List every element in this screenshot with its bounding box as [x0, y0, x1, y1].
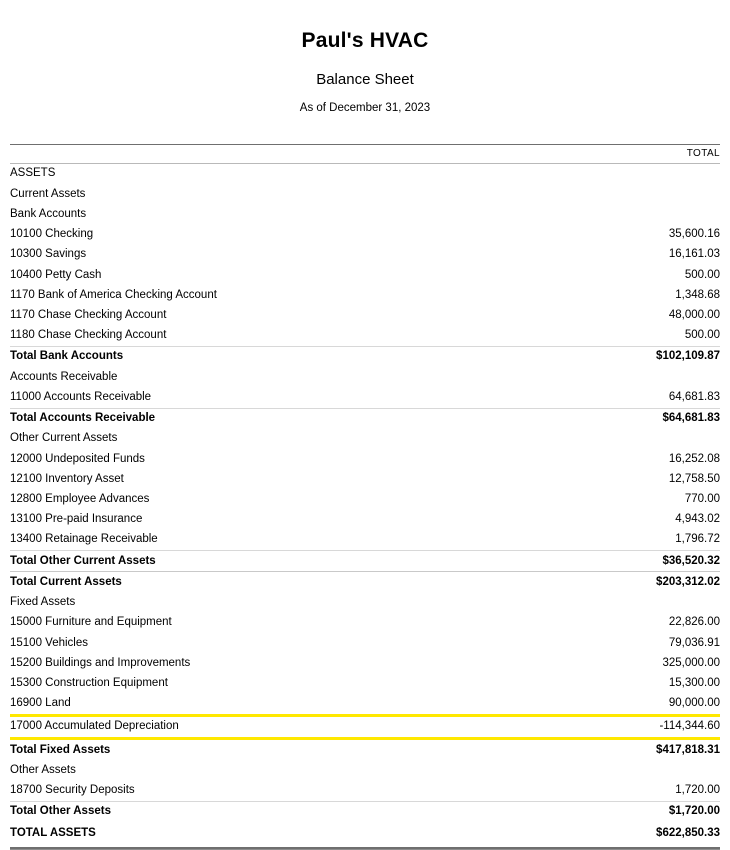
row-amount: $36,520.32 — [570, 551, 720, 572]
table-row — [10, 801, 720, 822]
row-amount: $64,681.83 — [570, 408, 720, 429]
row-label: Total Other Current Assets — [10, 551, 570, 572]
row-label: TOTAL ASSETS — [10, 826, 96, 839]
table-row — [10, 653, 720, 673]
row-label: Total Accounts Receivable — [10, 408, 570, 429]
table-row — [10, 715, 720, 738]
row-amount: $417,818.31 — [656, 743, 720, 756]
row-amount: 16,161.03 — [668, 248, 720, 261]
row-amount: $622,850.33 — [656, 826, 720, 839]
row-label: Total Fixed Assets — [10, 743, 111, 756]
column-header-row — [10, 144, 720, 163]
table-row — [10, 163, 720, 184]
row-amount — [570, 204, 720, 224]
row-label: Total Bank Accounts — [10, 346, 570, 367]
row-label: 1170 Bank of America Checking Account — [10, 288, 217, 301]
row-amount: 22,826.00 — [668, 616, 720, 629]
table-row — [10, 633, 720, 653]
row-label: Total Current Assets — [10, 572, 570, 593]
row-label: 12000 Undeposited Funds — [10, 452, 145, 465]
report-title: Balance Sheet — [316, 71, 414, 89]
table-row — [10, 449, 720, 469]
row-amount — [570, 184, 720, 204]
row-label: 12800 Employee Advances — [10, 492, 150, 505]
row-amount: 1,348.68 — [675, 288, 720, 301]
table-row — [10, 760, 720, 780]
column-header-total: TOTAL — [570, 144, 720, 163]
row-label: ASSETS — [10, 167, 56, 180]
row-amount — [570, 760, 720, 780]
table-body — [10, 163, 720, 845]
row-label: Other Assets — [10, 763, 76, 776]
table-row — [10, 469, 720, 489]
row-amount: 48,000.00 — [668, 309, 720, 322]
balance-sheet-table-wrap — [10, 116, 720, 845]
table-row — [10, 346, 720, 367]
row-amount: $203,312.02 — [570, 572, 720, 593]
table-row — [10, 530, 720, 551]
row-label: 13400 Retainage Receivable — [10, 533, 158, 546]
row-amount: 1,796.72 — [675, 533, 720, 546]
row-label: 18700 Security Deposits — [10, 784, 135, 797]
row-amount: 15,300.00 — [668, 676, 720, 689]
table-row — [10, 510, 720, 530]
row-amount — [570, 367, 720, 387]
table-row — [10, 694, 720, 716]
table-row — [10, 572, 720, 593]
column-header-label — [10, 144, 570, 163]
row-label: 15000 Furniture and Equipment — [10, 616, 172, 629]
row-amount — [570, 429, 720, 449]
table-row — [10, 593, 720, 613]
row-label: 13100 Pre-paid Insurance — [10, 513, 143, 526]
row-label: Bank Accounts — [10, 207, 87, 220]
row-label: 1180 Chase Checking Account — [10, 329, 167, 342]
row-amount: 35,600.16 — [668, 228, 720, 241]
table-row — [10, 489, 720, 509]
row-amount: 770.00 — [684, 492, 720, 505]
table-row — [10, 265, 720, 285]
row-label: 16900 Land — [10, 697, 71, 710]
report-period: As of December 31, 2023 — [299, 102, 431, 115]
table-row — [10, 204, 720, 224]
row-label: Other Current Assets — [10, 432, 118, 445]
table-row — [10, 408, 720, 429]
row-amount: 12,758.50 — [668, 472, 720, 485]
row-label: Current Assets — [10, 187, 86, 200]
row-amount: 500.00 — [684, 268, 720, 281]
row-amount — [570, 593, 720, 613]
table-row — [10, 739, 720, 761]
row-label: 10400 Petty Cash — [10, 268, 102, 281]
row-label: 15300 Construction Equipment — [10, 676, 168, 689]
row-amount: $1,720.00 — [570, 801, 720, 822]
row-amount: 64,681.83 — [668, 390, 720, 403]
row-amount: $102,109.87 — [570, 346, 720, 367]
table-row — [10, 245, 720, 265]
row-label: 15100 Vehicles — [10, 636, 89, 649]
row-amount: 90,000.00 — [668, 697, 720, 710]
row-amount: 1,720.00 — [675, 784, 720, 797]
row-amount: 79,036.91 — [668, 636, 720, 649]
row-label: Fixed Assets — [10, 596, 76, 609]
row-amount: 16,252.08 — [668, 452, 720, 465]
row-label: 15200 Buildings and Improvements — [10, 656, 191, 669]
row-label: 10300 Savings — [10, 248, 87, 261]
table-row — [10, 326, 720, 347]
table-row — [10, 781, 720, 802]
row-label: 10100 Checking — [10, 228, 94, 241]
balance-sheet-table — [10, 144, 720, 845]
table-row — [10, 822, 720, 845]
row-amount: 500.00 — [684, 329, 720, 342]
row-label: Total Other Assets — [10, 801, 570, 822]
table-row — [10, 367, 720, 387]
table-header — [10, 144, 720, 163]
row-amount: 325,000.00 — [662, 656, 720, 669]
table-row — [10, 387, 720, 408]
table-row — [10, 225, 720, 245]
row-amount: -114,344.60 — [570, 715, 720, 738]
table-row — [10, 306, 720, 326]
row-label: 11000 Accounts Receivable — [10, 390, 152, 403]
report-header — [0, 0, 730, 116]
table-row — [10, 429, 720, 449]
row-amount: 4,943.02 — [675, 513, 720, 526]
row-amount — [570, 163, 720, 184]
row-label: 12100 Inventory Asset — [10, 472, 124, 485]
table-row — [10, 673, 720, 693]
row-label: 17000 Accumulated Depreciation — [10, 715, 570, 738]
company-name: Paul's HVAC — [301, 29, 429, 52]
table-row — [10, 613, 720, 633]
table-row — [10, 184, 720, 204]
row-label: Accounts Receivable — [10, 370, 118, 383]
table-row — [10, 285, 720, 305]
row-label: 1170 Chase Checking Account — [10, 309, 167, 322]
table-row — [10, 551, 720, 572]
